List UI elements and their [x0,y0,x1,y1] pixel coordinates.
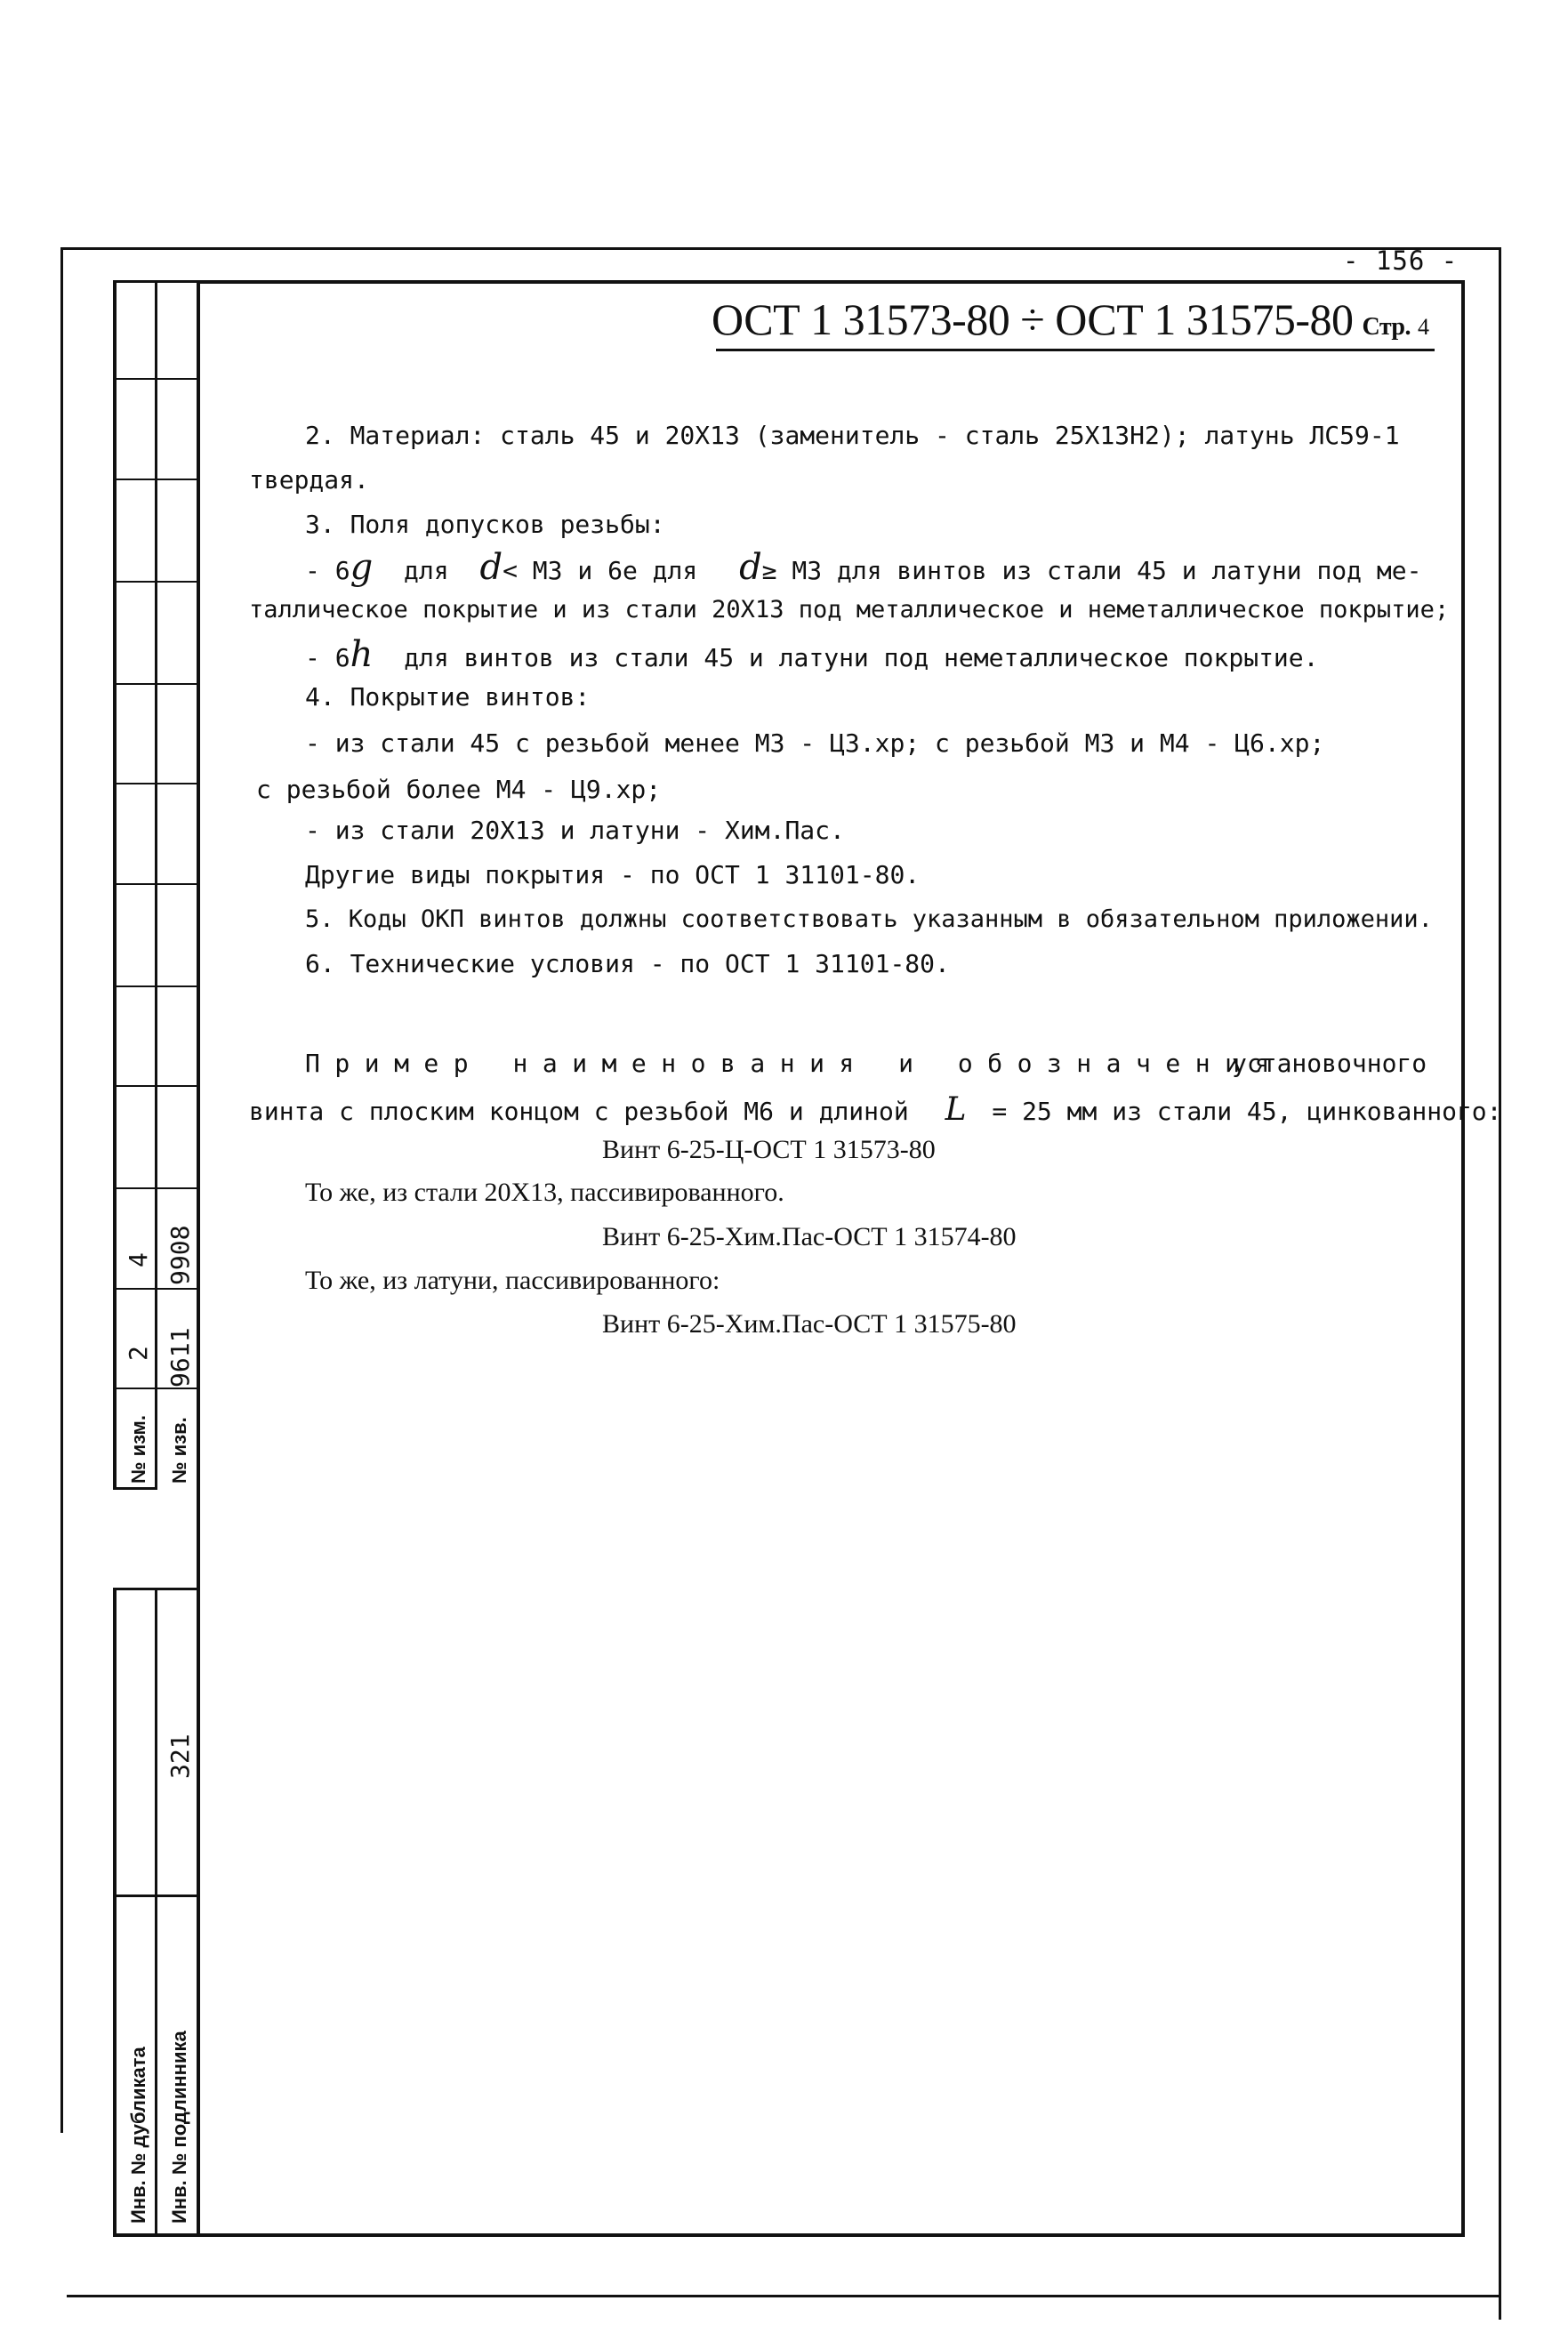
length-l: L [945,1091,967,1128]
stamp-row-line [113,985,200,987]
item-4-line-1: - из стали 45 с резьбой менее М3 - Ц3.хр; с резьбой М3 и М4 - Ц6.хр; [305,728,1325,758]
diameter-d: d [479,547,503,588]
example-heading: Пример наименования и обозначения [305,1049,1284,1078]
item-6: 6. Технические условия - по ОСТ 1 31101-80. [305,949,950,978]
inner-frame-left [197,280,200,2237]
stamp-change-no-label: № изм. [127,1415,149,1484]
outer-frame-right [1499,247,1501,2320]
item-3-line-3 [305,634,1319,675]
item-5: 5. Коды ОКП винтов должны соответствовать указанным в обязательном приложении. [305,905,1433,933]
stamp-original-value: 321 [165,1734,195,1779]
example-line-2 [249,1091,1502,1128]
stamp-row-line [113,1187,200,1189]
header-page-number: 4 [1418,314,1429,340]
stamp-col-left [113,280,117,1490]
stamp-row-line [113,1388,200,1389]
example-heading-tail: установочного [1232,1049,1427,1078]
item-3-text: < М3 и 6е для [503,556,698,585]
stamp-change-value: 4 [124,1252,153,1267]
item-3-title: 3. Поля допусков резьбы: [305,510,665,539]
item-3-text: ≥ М3 для винтов из стали 45 и латуни под ме- [761,556,1422,585]
stamp-row-line [113,479,200,480]
item-3-text: для винтов из стали 45 и латуни под неметаллическое покрытие. [404,643,1319,672]
stamp-notice-value: 9611 [165,1327,195,1388]
outer-frame-left [60,247,63,2133]
stamp-notice-no-label: № изв. [168,1417,190,1484]
header-underline [716,349,1435,351]
stamp-lower-top [113,1588,200,1590]
header-title: ОСТ 1 31573-80 ÷ ОСТ 1 31575-80 [712,294,1354,344]
inner-frame-top [200,280,1465,284]
item-2-line-2: твердая. [249,465,369,495]
item-3-prefix: - 6 [305,643,350,672]
stamp-row-line [113,378,200,380]
designation-3: Винт 6-25-Хим.Пас-ОСТ 1 31575-80 [602,1309,1017,1339]
same-as-line-1: То же, из стали 20Х13, пассивированного. [305,1178,784,1207]
item-3-line-2: таллическое покрытие и из стали 20Х13 под металлическое и неметаллическое покрытие; [249,596,1450,623]
outer-frame-top [60,247,1501,250]
bottom-rule [67,2295,1501,2297]
same-as-line-2: То же, из латуни, пассивированного: [305,1266,720,1295]
stamp-row-line [113,581,200,583]
stamp-col-mid [155,280,157,1490]
tolerance-h: h [350,634,374,675]
item-3-prefix: - 6 [305,556,350,585]
stamp-row-line [113,1894,200,1897]
header-page-label: Стр. [1362,313,1411,341]
inner-frame-bottom [113,2233,1465,2237]
stamp-notice-value: 9908 [165,1225,195,1285]
stamp-original-label: Инв. № подлинника [168,2031,190,2224]
item-2-line-1: 2. Материал: сталь 45 и 20Х13 (заменитель - сталь 25Х13Н2); латунь ЛС59-1 [305,421,1400,450]
designation-1: Винт 6-25-Ц-ОСТ 1 31573-80 [602,1135,936,1164]
stamp-top [113,280,200,283]
item-4-line-3: - из стали 20Х13 и латуни - Хим.Пас. [305,816,845,845]
item-4-line-4: Другие виды покрытия - по ОСТ 1 31101-80. [305,860,921,889]
stamp-duplicate-label: Инв. № дубликата [127,2047,149,2224]
inner-frame-right [1461,280,1465,2237]
stamp-upper-bottom [113,1487,157,1490]
item-3-line-1 [305,547,1422,588]
item-4-line-2: с резьбой более М4 - Ц9.хр; [256,775,662,804]
stamp-row-line [113,883,200,885]
stamp-change-value: 2 [124,1346,153,1361]
stamp-row-line [113,1288,200,1290]
stamp-col-left-lower [113,1588,117,2237]
example-text: = 25 мм из стали 45, цинкованного: [992,1097,1502,1126]
tolerance-g: g [350,547,374,588]
example-text: винта с плоским концом с резьбой М6 и длиной [249,1097,909,1126]
page-number: - 156 - [1343,245,1459,276]
diameter-d: d [739,547,762,588]
stamp-row-line [113,1085,200,1087]
item-4-title: 4. Покрытие винтов: [305,682,591,712]
stamp-col-mid-lower [155,1588,157,2237]
item-3-text: для [404,556,449,585]
stamp-row-line [113,683,200,685]
stamp-row-line [113,783,200,784]
document-header [712,294,1429,345]
designation-2: Винт 6-25-Хим.Пас-ОСТ 1 31574-80 [602,1222,1017,1251]
